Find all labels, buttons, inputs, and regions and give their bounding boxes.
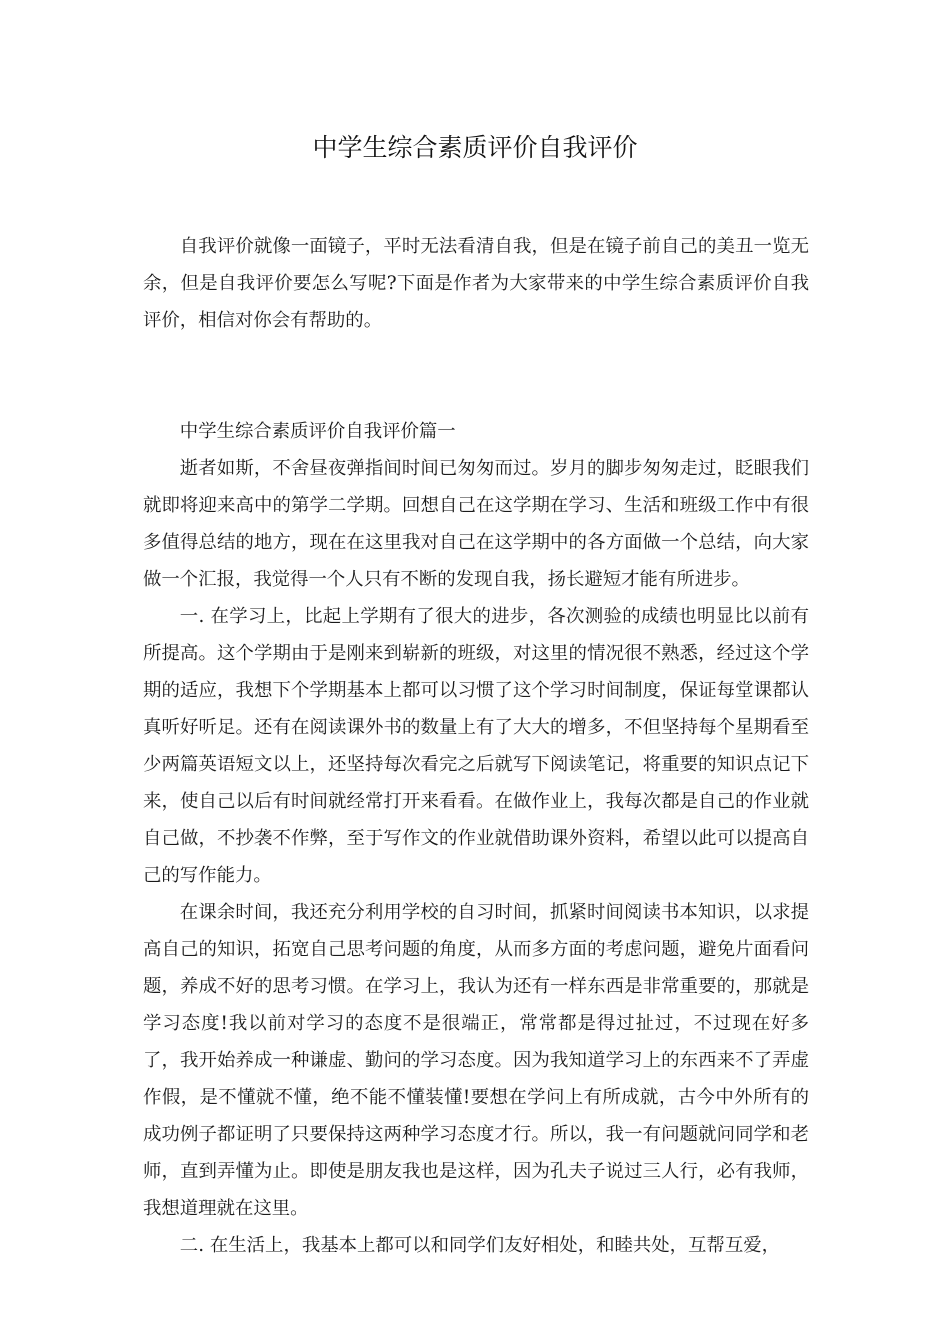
paragraph-spacer xyxy=(143,376,809,413)
paragraph-spacer xyxy=(143,339,809,376)
body-paragraph: 二. 在生活上，我基本上都可以和同学们友好相处，和睦共处，互帮互爱， xyxy=(179,1235,780,1256)
body-paragraph: 一. 在学习上，比起上学期有了很大的进步，各次测验的成绩也明显比以前有所提高。这个学期由于是刚来到崭新的班级，对这里的情况很不熟悉，经过这个学期的适应，我想下个学期基本上都可以习惯了这个学习时间制度，保证每堂课都认真听好听足。还有在阅读课外书的数量上有了大大的增多，不但坚持每个星期看至少两篇英语短文以上，还坚持每次看完之后就写下阅读笔记，将重要的知识点记下来，使自己以后有时间就经常打开来看看。在做作业上，我每次都是自己的作业就自己做，不抄袭不作弊，至于写作文的作业就借助课外资料，希望以此可以提高自己的写作能力。 xyxy=(143,606,809,886)
body-paragraph: 在课余时间，我还充分利用学校的自习时间，抓紧时间阅读书本知识，以求提高自己的知识，拓宽自己思考问题的角度，从而多方面的考虑问题，避免片面看问题，养成不好的思考习惯。在学习上，我认为还有一样东西是非常重要的，那就是学习态度!我以前对学习的态度不是很端正，常常都是得过扯过，不过现在好多了，我开始养成一种谦虚、勤问的学习态度。因为我知道学习上的东西来不了弄虚作假，是不懂就不懂，绝不能不懂装懂!要想在学问上有所成就，古今中外所有的成功例子都证明了只要保持这两种学习态度才行。所以，我一有问题就问同学和老师，直到弄懂为止。即使是朋友我也是这样，因为孔夫子说过三人行，必有我师，我想道理就在这里。 xyxy=(143,902,809,1219)
intro-paragraph: 自我评价就像一面镜子，平时无法看清自我，但是在镜子前自己的美丑一览无余，但是自我评价要怎么写呢?下面是作者为大家带来的中学生综合素质评价自我评价，相信对你会有帮助的。 xyxy=(143,236,809,331)
document-body xyxy=(143,228,809,1264)
body-paragraph: 逝者如斯，不舍昼夜弹指间时间已匆匆而过。岁月的脚步匆匆走过，眨眼我们就即将迎来高中的第学二学期。回想自己在这学期在学习、生活和班级工作中有很多值得总结的地方，现在在这里我对自己在这学期中的各方面做一个总结，向大家做一个汇报，我觉得一个人只有不断的发现自我，扬长避短才能有所进步。 xyxy=(143,458,809,590)
document-title: 中学生综合素质评价自我评价 xyxy=(312,133,638,162)
section-heading: 中学生综合素质评价自我评价篇一 xyxy=(179,421,456,442)
